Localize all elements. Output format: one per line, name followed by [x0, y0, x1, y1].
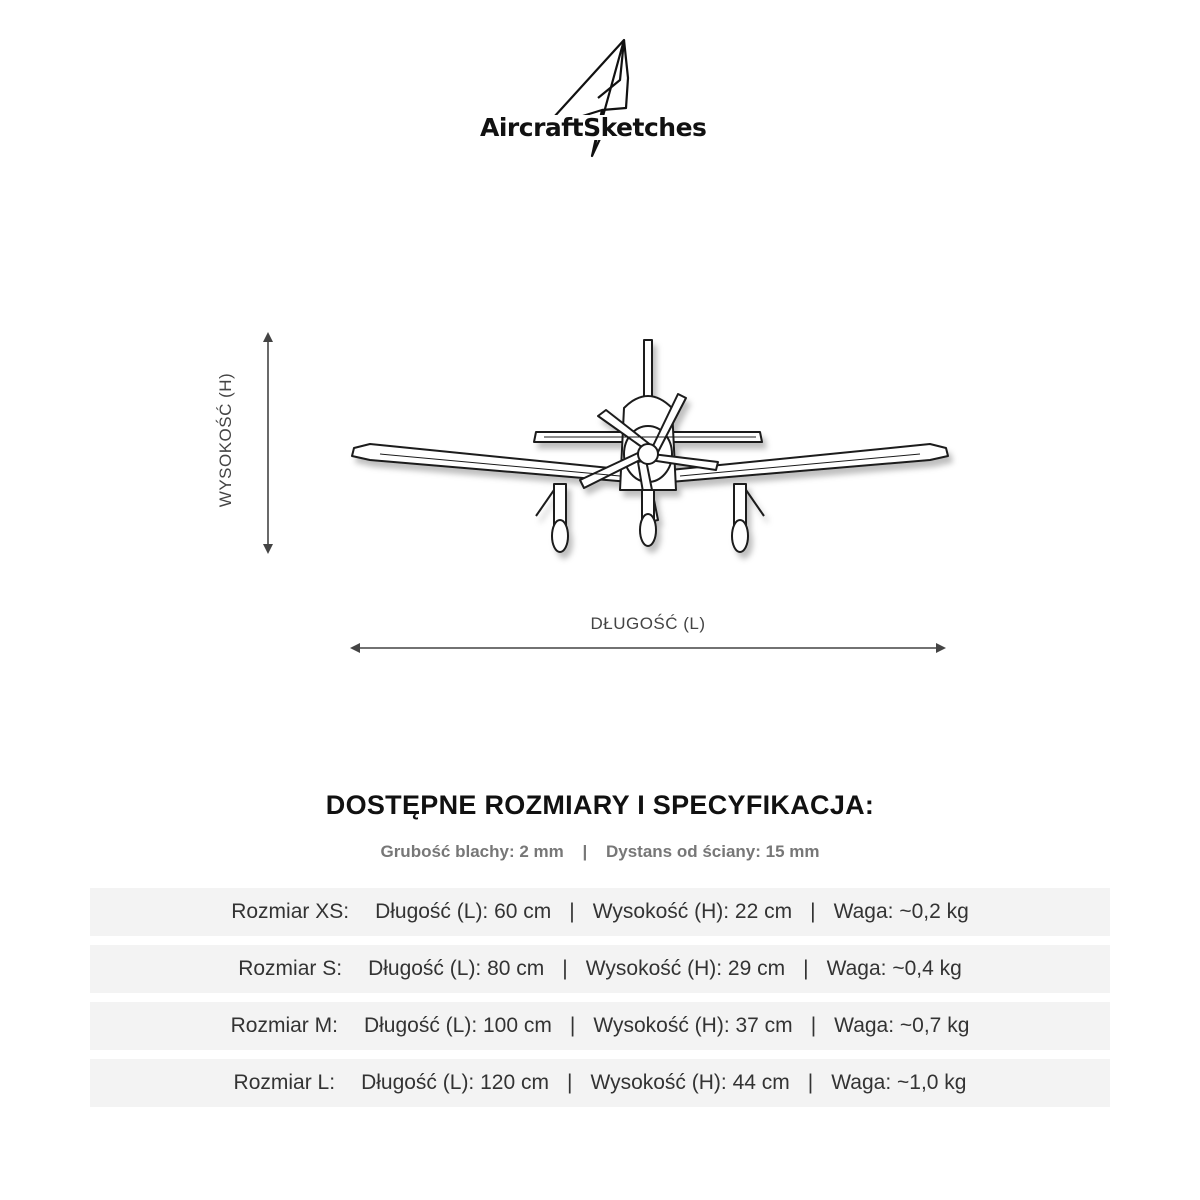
- size-row-xs: [90, 888, 1110, 936]
- spec-title: DOSTĘPNE ROZMIARY I SPECYFIKACJA:: [325, 790, 875, 820]
- logo-text: AircraftSketches: [480, 113, 707, 142]
- size-length: Długość (L): 100 cm: [363, 1014, 552, 1037]
- length-label: DŁUGOŚĆ (L): [590, 614, 706, 633]
- size-weight: Waga: ~0,2 kg: [833, 900, 969, 923]
- wall-distance: Dystans od ściany: 15 mm: [605, 842, 820, 861]
- size-row-l: [90, 1059, 1110, 1107]
- separator: |: [582, 842, 588, 861]
- size-name: Rozmiar S:: [238, 957, 343, 980]
- separator: |: [569, 1014, 576, 1037]
- spec-subtitle: [0, 842, 1200, 862]
- separator: |: [803, 957, 809, 980]
- separator: |: [562, 957, 568, 980]
- size-table: [90, 888, 1110, 1116]
- size-weight: Waga: ~0,7 kg: [834, 1014, 970, 1037]
- size-row-s: [90, 945, 1110, 993]
- height-dimension-arrow: [256, 330, 280, 556]
- size-length: Długość (L): 80 cm: [368, 957, 545, 980]
- size-height: Wysokość (H): 37 cm: [593, 1014, 793, 1037]
- separator: |: [566, 1071, 573, 1094]
- separator: |: [810, 1014, 817, 1037]
- size-height: Wysokość (H): 22 cm: [592, 900, 793, 923]
- sheet-thickness: Grubość blachy: 2 mm: [380, 842, 564, 861]
- separator: |: [569, 900, 575, 923]
- length-dimension-arrow: [348, 636, 948, 660]
- size-name: Rozmiar XS:: [231, 900, 350, 923]
- size-height: Wysokość (H): 44 cm: [590, 1071, 790, 1094]
- size-row-m: [90, 1002, 1110, 1050]
- size-name: Rozmiar L:: [233, 1071, 336, 1094]
- separator: |: [810, 900, 816, 923]
- size-weight: Waga: ~1,0 kg: [831, 1071, 967, 1094]
- size-height: Wysokość (H): 29 cm: [585, 957, 786, 980]
- separator: |: [807, 1071, 814, 1094]
- aircraft-silhouette: [340, 330, 960, 570]
- size-length: Długość (L): 60 cm: [375, 900, 552, 923]
- size-name: Rozmiar M:: [230, 1014, 338, 1037]
- height-label: WYSOKOŚĆ (H): [216, 372, 235, 508]
- size-weight: Waga: ~0,4 kg: [826, 957, 962, 980]
- size-length: Długość (L): 120 cm: [361, 1071, 549, 1094]
- brand-logo: [470, 38, 730, 158]
